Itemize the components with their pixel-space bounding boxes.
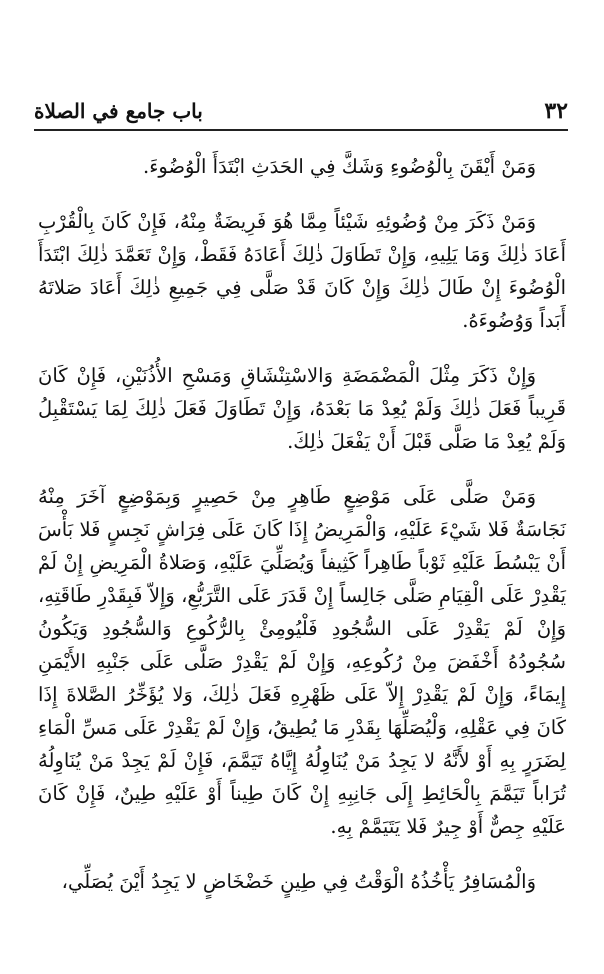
page-body (38, 150, 566, 898)
chapter-title: باب جامع في الصلاة (34, 99, 203, 123)
page-number: ٣٢ (544, 98, 568, 124)
header-rule (34, 129, 568, 131)
paragraph-1: وَمَنْ أَيْقَنَ بِالْوُضُوءِ وَشَكَّ فِي الحَدَثِ ابْتَدَأَ الْوُضُوءَ. (143, 155, 536, 178)
paragraph-5: وَالْمُسَافِرُ يَأْخُذُهُ الْوَقْتُ فِي طِينٍ خَضْخَاضٍ لا يَجِدُ أَيْنَ يُصَلِّي، (61, 870, 536, 893)
paragraph-2: وَمَنْ ذَكَرَ مِنْ وُضُوئِهِ شَيْئاً مِمَّا هُوَ فَرِيضَةٌ مِنْهُ، فَإِنْ كَانَ بِالْقُرْبِ أَعَادَ ذٰلِكَ وَمَا يَلِيهِ، وَإِنْ تَطَاوَلَ ذٰلِكَ أَعَادَهُ فَقَطْ، وَإِنْ تَعَمَّدَ ذٰلِكَ ابْتَدَأَ الْوُضُوءَ إِنْ طَالَ ذٰلِكَ وَإِنْ كَانَ قَدْ صَلَّى فِي جَمِيعِ ذٰلِكَ أَعَادَ صَلاتَهُ أَبَداً وَوُضُوءَهُ. (38, 210, 566, 332)
page-header (34, 94, 568, 128)
paragraph-3: وَإِنْ ذَكَرَ مِثْلَ الْمَضْمَضَةِ وَالاسْتِنْشَاقِ وَمَسْحِ الأُذُنَيْنِ، فَإِنْ كَانَ قَرِيباً فَعَلَ ذٰلِكَ وَلَمْ يُعِدْ مَا بَعْدَهُ، وَإِنْ تَطَاوَلَ فَعَلَ ذٰلِكَ لِمَا يَسْتَقْبِلُ وَلَمْ يُعِدْ مَا صَلَّى قَبْلَ أَنْ يَفْعَلَ ذٰلِكَ. (38, 364, 566, 453)
paragraph-4: وَمَنْ صَلَّى عَلَى مَوْضِعٍ طَاهِرٍ مِنْ حَصِيرٍ وَبِمَوْضِعٍ آخَرَ مِنْهُ نَجَاسَةٌ فَلا شَيْءَ عَلَيْهِ، وَالْمَرِيضُ إِذَا كَانَ عَلَى فِرَاشٍ نَجِسٍ فَلا بَأْسَ أَنْ يَبْسُطَ عَلَيْهِ ثَوْباً طَاهِراً كَثِيفاً وَيُصَلِّيَ عَلَيْهِ، وَصَلاةُ الْمَرِيضِ إِنْ لَمْ يَقْدِرْ عَلَى الْقِيَامِ صَلَّى جَالِساً إِنْ قَدَرَ عَلَى التَّرَبُّعِ، وَإِلاّ فَبِقَدْرِ طَاقَتِهِ، وَإِنْ لَمْ يَقْدِرْ عَلَى السُّجُودِ فَلْيُومِئْ بِالرُّكُوعِ وَالسُّجُودِ وَيَكُونُ سُجُودُهُ أَخْفَضَ مِنْ رُكُوعِهِ، وَإِنْ لَمْ يَقْدِرْ صَلَّى عَلَى جَنْبِهِ الأَيْمَنِ إِيمَاءً، وَإِنْ لَمْ يَقْدِرْ إِلاّ عَلَى ظَهْرِهِ فَعَلَ ذٰلِكَ، وَلا يُؤَخِّرُ الصَّلاةَ إِذَا كَانَ فِي عَقْلِهِ، وَلْيُصَلِّهَا بِقَدْرِ مَا يُطِيقُ، وَإِنْ لَمْ يَقْدِرْ عَلَى مَسِّ الْمَاءِ لِضَرَرٍ بِهِ أَوْ لأَنَّهُ لا يَجِدُ مَنْ يُنَاوِلُهُ إِيَّاهُ تَيَمَّمَ، فَإِنْ لَمْ يَجِدْ مَنْ يُنَاوِلُهُ تُرَاباً تَيَمَّمَ بِالْحَائِطِ إِلَى جَانِبِهِ إِنْ كَانَ طِيناً أَوْ عَلَيْهِ طِينٌ، فَإِنْ كَانَ عَلَيْهِ جِصٌّ أَوْ جِيرٌ فَلا يَتَيَمَّمْ بِهِ. (38, 485, 566, 838)
